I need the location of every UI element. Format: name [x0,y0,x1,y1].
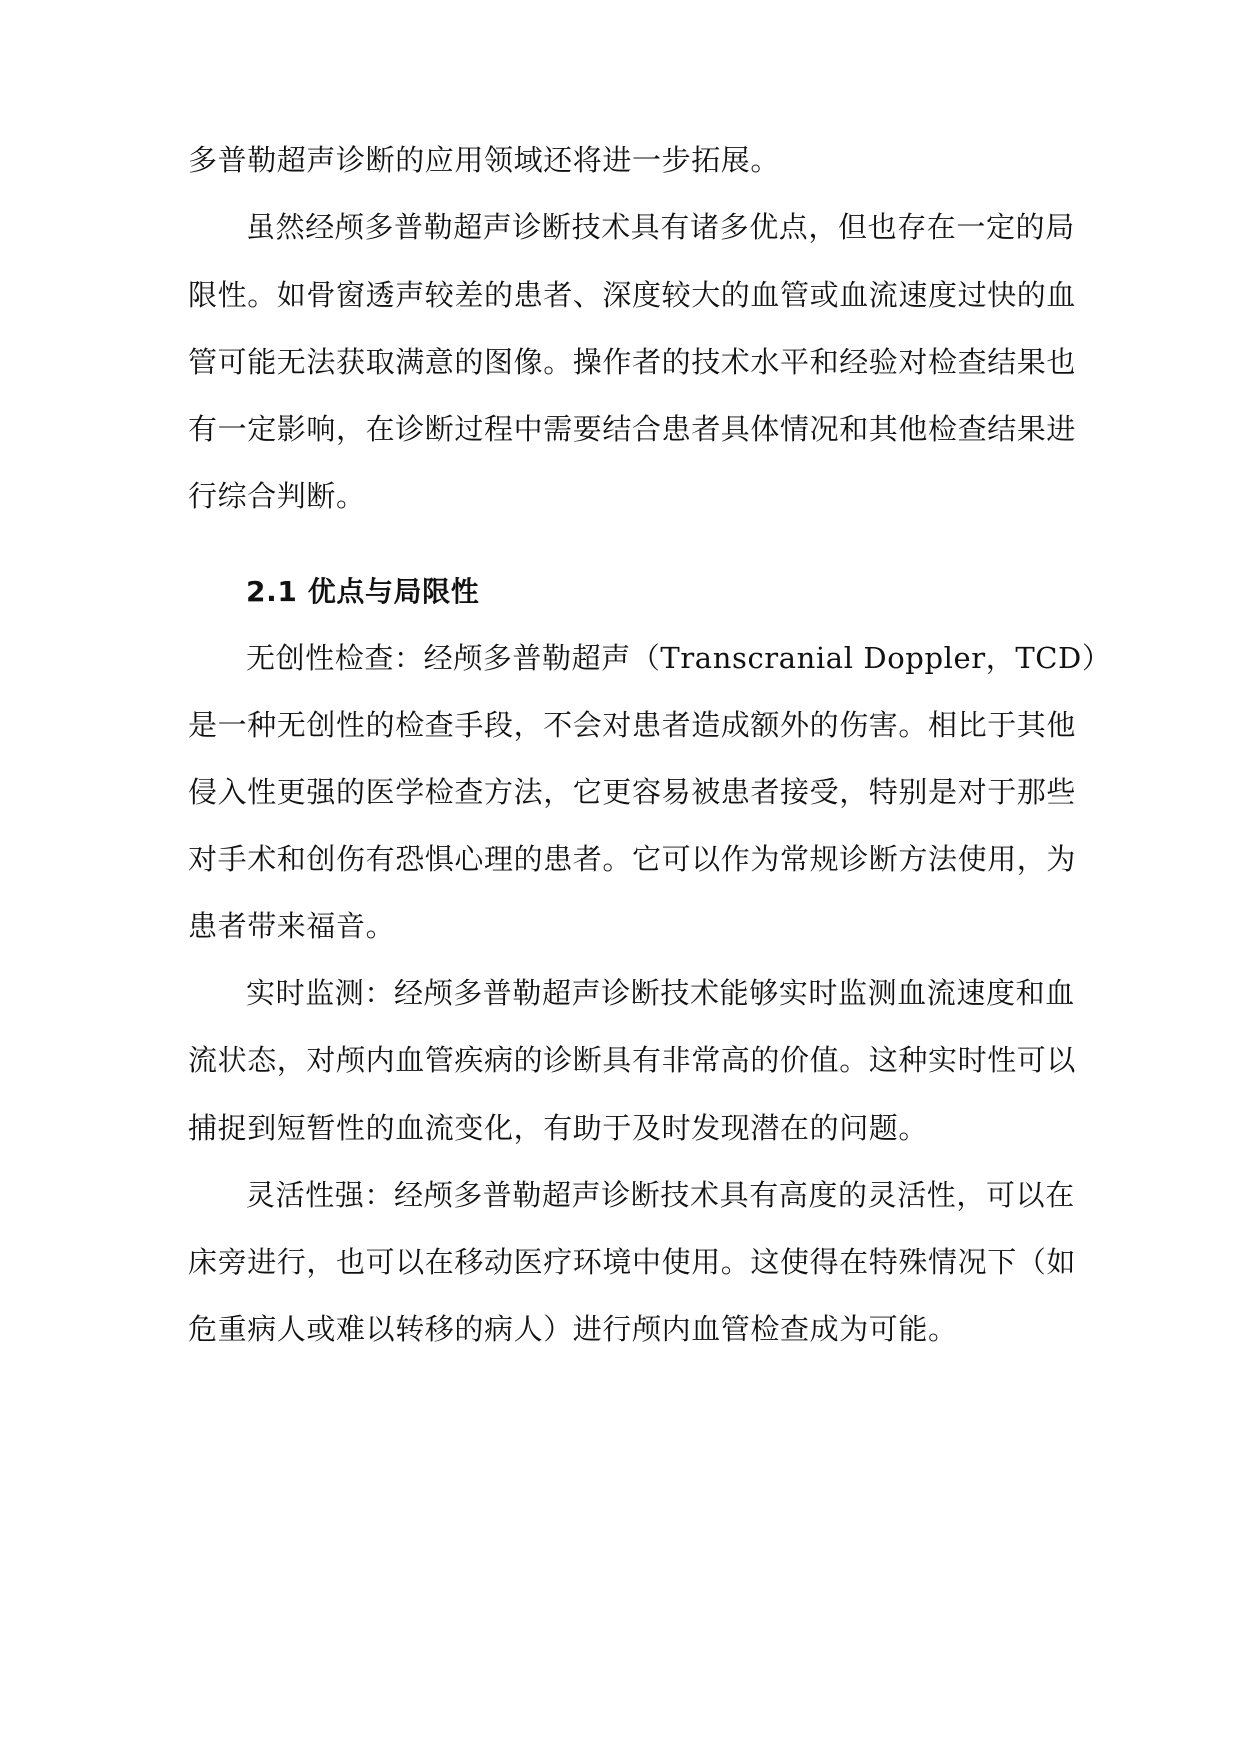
paragraph-continuation-line: 多普勒超声诊断的应用领域还将进一步拓展。 [188,143,781,177]
noninvasive-paragraph-line-2: 是一种无创性的检查手段，不会对患者造成额外的伤害。相比于其他 [188,708,1077,742]
limitations-paragraph-line-5: 行综合判断。 [188,479,366,513]
flexibility-paragraph-line-2: 床旁进行，也可以在移动医疗环境中使用。这使得在特殊情况下（如 [188,1245,1077,1279]
limitations-paragraph-line-2: 限性。如骨窗透声较差的患者、深度较大的血管或血流速度过快的血 [188,278,1077,312]
realtime-paragraph-line-1: 实时监测：经颅多普勒超声诊断技术能够实时监测血流速度和血 [246,976,1075,1010]
noninvasive-paragraph-line-1: 无创性检查：经颅多普勒超声（Transcranial Doppler，TCD） [246,641,1112,675]
noninvasive-paragraph-line-4: 对手术和创伤有恐惧心理的患者。它可以作为常规诊断方法使用，为 [188,842,1077,876]
realtime-paragraph-line-3: 捕捉到短暂性的血流变化，有助于及时发现潜在的问题。 [188,1111,929,1145]
flexibility-paragraph-line-3: 危重病人或难以转移的病人）进行颅内血管检查成为可能。 [188,1312,958,1346]
noninvasive-paragraph-line-5: 患者带来福音。 [188,909,396,943]
noninvasive-paragraph-line-3: 侵入性更强的医学检查方法，它更容易被患者接受，特别是对于那些 [188,775,1077,809]
limitations-paragraph-line-4: 有一定影响，在诊断过程中需要结合患者具体情况和其他检查结果进 [188,412,1077,446]
flexibility-paragraph-line-1: 灵活性强：经颅多普勒超声诊断技术具有高度的灵活性，可以在 [246,1178,1075,1212]
realtime-paragraph-line-2: 流状态，对颅内血管疾病的诊断具有非常高的价值。这种实时性可以 [188,1043,1077,1077]
limitations-paragraph-line-1: 虽然经颅多普勒超声诊断技术具有诸多优点，但也存在一定的局 [246,210,1075,244]
section-heading: 2.1 优点与局限性 [246,575,480,608]
limitations-paragraph-line-3: 管可能无法获取满意的图像。操作者的技术水平和经验对检查结果也 [188,345,1077,379]
